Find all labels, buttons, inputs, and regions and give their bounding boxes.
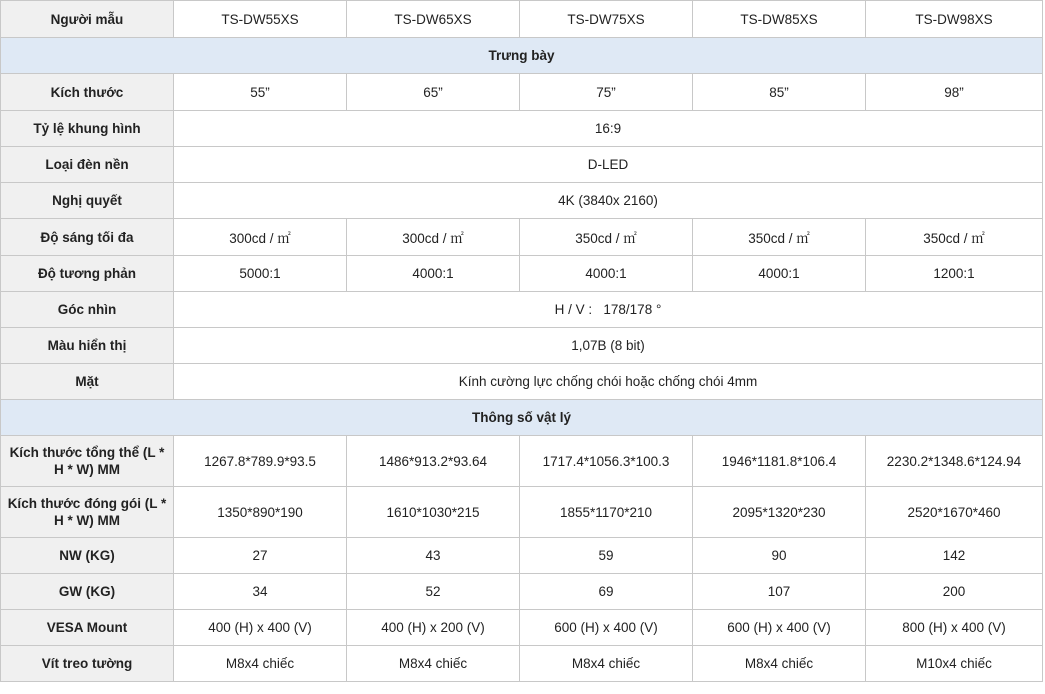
display-section-row	[1, 38, 1043, 74]
physical-section-row	[1, 400, 1043, 436]
cell-value: 600 (H) x 400 (V)	[693, 610, 866, 646]
cell-value: M10x4 chiếc	[866, 646, 1043, 682]
cell-value: M8x4 chiếc	[347, 646, 520, 682]
cell-value: 55”	[174, 74, 347, 111]
model-name: TS-DW75XS	[520, 1, 693, 38]
cell-value: 85”	[693, 74, 866, 111]
cell-value: 1486*913.2*93.64	[347, 436, 520, 487]
row-label: Loại đèn nền	[1, 147, 174, 183]
color-depth-row	[1, 328, 1043, 364]
cell-value: 400 (H) x 400 (V)	[174, 610, 347, 646]
cell-value: 1350*890*190	[174, 487, 347, 538]
cell-value: 1200:1	[866, 256, 1043, 292]
cell-value: H / V : 178/178 °	[174, 292, 1043, 328]
row-label: Kích thước đóng gói (L * H * W) MM	[1, 487, 174, 538]
cell-value: 65”	[347, 74, 520, 111]
cell-value: 300cd / ㎡	[347, 219, 520, 256]
cell-value: 16:9	[174, 111, 1043, 147]
cell-value: 1946*1181.8*106.4	[693, 436, 866, 487]
cell-value: M8x4 chiếc	[174, 646, 347, 682]
physical-section-title: Thông số vật lý	[1, 400, 1043, 436]
model-name: TS-DW65XS	[347, 1, 520, 38]
cell-value: 300cd / ㎡	[174, 219, 347, 256]
row-label: Góc nhìn	[1, 292, 174, 328]
row-label: GW (KG)	[1, 574, 174, 610]
cell-value: 43	[347, 538, 520, 574]
cell-value: 2095*1320*230	[693, 487, 866, 538]
cell-value: 400 (H) x 200 (V)	[347, 610, 520, 646]
row-label: Mặt	[1, 364, 174, 400]
aspect-ratio-row	[1, 111, 1043, 147]
cell-value: 59	[520, 538, 693, 574]
row-label: Kích thước	[1, 74, 174, 111]
cell-value: 1855*1170*210	[520, 487, 693, 538]
row-label: Vít treo tường	[1, 646, 174, 682]
resolution-row	[1, 183, 1043, 219]
vesa-mount-row	[1, 610, 1043, 646]
cell-value: 1717.4*1056.3*100.3	[520, 436, 693, 487]
backlight-row	[1, 147, 1043, 183]
cell-value: 200	[866, 574, 1043, 610]
row-label: Độ sáng tối đa	[1, 219, 174, 256]
models-label: Người mẫu	[1, 1, 174, 38]
cell-value: 350cd / ㎡	[520, 219, 693, 256]
cell-value: 2520*1670*460	[866, 487, 1043, 538]
cell-value: 600 (H) x 400 (V)	[520, 610, 693, 646]
cell-value: 142	[866, 538, 1043, 574]
cell-value: 1,07B (8 bit)	[174, 328, 1043, 364]
cell-value: D-LED	[174, 147, 1043, 183]
row-label: Nghị quyết	[1, 183, 174, 219]
surface-row	[1, 364, 1043, 400]
cell-value: 4K (3840x 2160)	[174, 183, 1043, 219]
model-name: TS-DW55XS	[174, 1, 347, 38]
cell-value: 34	[174, 574, 347, 610]
viewing-angle-row	[1, 292, 1043, 328]
cell-value: 52	[347, 574, 520, 610]
cell-value: 350cd / ㎡	[866, 219, 1043, 256]
cell-value: M8x4 chiếc	[520, 646, 693, 682]
cell-value: 107	[693, 574, 866, 610]
cell-value: 75”	[520, 74, 693, 111]
models-row	[1, 1, 1043, 38]
row-label: Độ tương phản	[1, 256, 174, 292]
contrast-row	[1, 256, 1043, 292]
cell-value: 800 (H) x 400 (V)	[866, 610, 1043, 646]
model-name: TS-DW85XS	[693, 1, 866, 38]
cell-value: 1610*1030*215	[347, 487, 520, 538]
overall-dimensions-row	[1, 436, 1043, 487]
size-row	[1, 74, 1043, 111]
cell-value: 5000:1	[174, 256, 347, 292]
cell-value: Kính cường lực chống chói hoặc chống chói 4mm	[174, 364, 1043, 400]
row-label: NW (KG)	[1, 538, 174, 574]
net-weight-row	[1, 538, 1043, 574]
cell-value: 4000:1	[347, 256, 520, 292]
package-dimensions-row	[1, 487, 1043, 538]
cell-value: 98”	[866, 74, 1043, 111]
brightness-row	[1, 219, 1043, 256]
cell-value: 1267.8*789.9*93.5	[174, 436, 347, 487]
cell-value: M8x4 chiếc	[693, 646, 866, 682]
wall-screws-row	[1, 646, 1043, 682]
cell-value: 2230.2*1348.6*124.94	[866, 436, 1043, 487]
row-label: Màu hiển thị	[1, 328, 174, 364]
row-label: Kích thước tổng thể (L * H * W) MM	[1, 436, 174, 487]
row-label: VESA Mount	[1, 610, 174, 646]
display-section-title: Trưng bày	[1, 38, 1043, 74]
cell-value: 90	[693, 538, 866, 574]
row-label: Tỷ lệ khung hình	[1, 111, 174, 147]
cell-value: 4000:1	[693, 256, 866, 292]
cell-value: 69	[520, 574, 693, 610]
model-name: TS-DW98XS	[866, 1, 1043, 38]
cell-value: 4000:1	[520, 256, 693, 292]
cell-value: 350cd / ㎡	[693, 219, 866, 256]
cell-value: 27	[174, 538, 347, 574]
gross-weight-row	[1, 574, 1043, 610]
